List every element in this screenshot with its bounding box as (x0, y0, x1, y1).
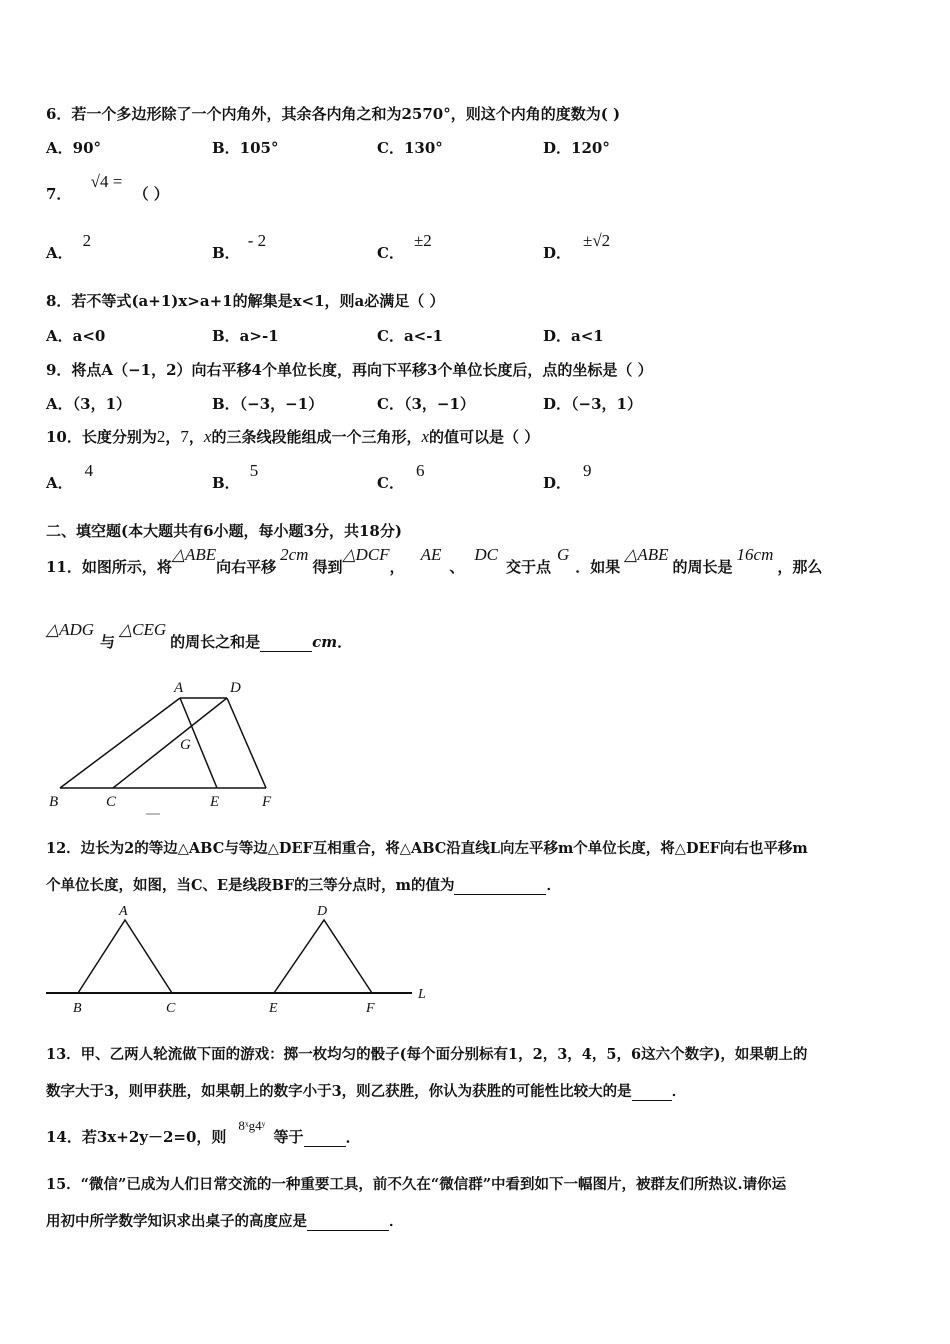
option-value: - 2 (247, 231, 267, 250)
q7-paren: （ ） (133, 185, 169, 203)
q6-option-a: A．90° (46, 139, 102, 157)
label-a: A (174, 680, 184, 696)
q7-option-b (212, 231, 267, 263)
option-label: A． (46, 474, 73, 492)
q14-expression: 8ˣg4ʸ (238, 1118, 266, 1133)
q12-stem-line2 (46, 874, 561, 895)
q10-variable: x (203, 427, 212, 446)
option-value: 5 (249, 461, 259, 480)
q11-triangle-adg: △ADG (46, 620, 95, 639)
q9-option-b: B．（−3，−1） (212, 395, 324, 413)
segment-ab (60, 698, 180, 788)
q11-text: 的周长之和是 (170, 633, 261, 651)
q11-text: ． (337, 633, 353, 651)
q12-text: ． (546, 877, 561, 894)
q10-length-2: 7 (180, 427, 189, 446)
q15-answer-blank[interactable] (307, 1216, 389, 1231)
q7-option-a (46, 231, 92, 263)
q10-prefix: 10．长度分别为 (46, 428, 157, 446)
q10-option-a (46, 461, 94, 493)
q8-stem: 8．若不等式(a+1)x>a+1的解集是x<1，则a必满足（ ） (46, 292, 445, 310)
q11-text: ， (389, 558, 405, 576)
q11-triangle-dcf: △DCF (342, 545, 390, 564)
q8-option-d: D．a<1 (543, 327, 604, 345)
q11-figure (40, 676, 300, 816)
label-c: C (106, 794, 117, 810)
q14-stem (46, 1118, 361, 1147)
option-value: 4 (84, 461, 94, 480)
q11-segment-dc: DC (474, 545, 498, 564)
option-value: 2 (82, 231, 92, 250)
q6-option-c: C．130° (377, 139, 443, 157)
triangle-abc (78, 920, 172, 993)
q11-distance: 2cm (280, 545, 309, 564)
q11-answer-blank[interactable] (260, 637, 312, 652)
q6-option-d: D．120° (543, 139, 610, 157)
option-label: D． (543, 244, 572, 262)
q9-option-a: A．（3，1） (46, 395, 132, 413)
q13-stem-line2 (46, 1080, 686, 1101)
q11-stem-line1 (46, 545, 823, 577)
q10-sep: ， (165, 428, 181, 446)
q13-stem-line1: 13．甲、乙两人轮流做下面的游戏：掷一枚均匀的骰子(每个面分别标有1，2，3，4，5，6这六个数字)，如果朝上的 (46, 1046, 808, 1063)
label-f: F (262, 794, 272, 810)
q7-stem (46, 172, 169, 204)
q9-option-c: C．（3，−1） (377, 395, 475, 413)
label-e: E (210, 794, 220, 810)
q15-text: 用初中所学数学知识求出桌子的高度应是 (46, 1213, 307, 1230)
q15-stem-line1: 15．“微信”已成为人们日常交流的一种重要工具，前不久在“微信群”中看到如下一幅图片，被群友们所热议.请你运 (46, 1176, 787, 1193)
option-label: B． (212, 474, 240, 492)
option-value: 6 (415, 461, 425, 480)
q12-stem-line1: 12．边长为2的等边△ABC与等边△DEF互相重合，将△ABC沿直线L向左平移m个单位长度，将△DEF向右也平移m (46, 840, 808, 857)
q10-mid: 的三条线段能组成一个三角形， (211, 428, 422, 446)
q11-text: 的周长是 (672, 558, 733, 576)
q11-perimeter: 16cm (736, 545, 774, 564)
q7-option-d (543, 231, 611, 263)
q10-option-d (543, 461, 592, 493)
section-heading: 二、填空题(本大题共有6小题，每小题3分，共18分) (46, 522, 402, 540)
q13-text: ． (671, 1083, 687, 1100)
q11-segment-ae: AE (420, 545, 442, 564)
label-c: C (166, 1001, 176, 1016)
q15-text: ． (389, 1213, 404, 1230)
q10-option-b (212, 461, 259, 493)
q11-text: 11．如图所示，将 (46, 558, 172, 576)
q7-number: 7． (46, 185, 72, 203)
label-d: D (230, 680, 241, 696)
q11-text: 交于点 (505, 558, 551, 576)
q11-triangle-ceg: △CEG (119, 620, 167, 639)
q14-text: 14．若3x+2y－2=0，则 (46, 1128, 227, 1146)
q11-text: 与 (100, 633, 116, 651)
q6-stem: 6．若一个多边形除了一个内角外，其余各内角之和为2570°，则这个内角的度数为( ) (46, 105, 621, 123)
q8-option-b: B．a>-1 (212, 327, 279, 345)
q10-option-c (377, 461, 425, 493)
q11-text: 向右平移 (216, 558, 277, 576)
q11-text: ，那么 (777, 558, 823, 576)
q11-triangle-abe: △ABE (171, 545, 217, 564)
label-b: B (49, 794, 59, 810)
q6-option-b: B．105° (212, 139, 279, 157)
q9-option-d: D．（−3，1） (543, 395, 642, 413)
q14-answer-blank[interactable] (304, 1132, 346, 1147)
option-label: D． (543, 474, 572, 492)
option-value: ±√2 (583, 231, 611, 250)
triangle-def (274, 920, 372, 993)
option-label: A． (46, 244, 73, 262)
label-f: F (366, 1001, 375, 1016)
q12-answer-blank[interactable] (454, 880, 546, 895)
q14-text: ． (345, 1128, 361, 1146)
label-l: L (418, 987, 426, 1002)
q14-text: 等于 (273, 1128, 304, 1146)
q11-text: ．如果 (575, 558, 621, 576)
q8-option-c: C．a<-1 (377, 327, 443, 345)
option-value: ±2 (413, 231, 432, 250)
q8-option-a: A．a<0 (46, 327, 106, 345)
option-label: C． (377, 474, 404, 492)
q13-answer-blank[interactable] (632, 1086, 672, 1101)
q7-option-c (377, 231, 432, 263)
q13-text: 数字大于3，则甲获胜，如果朝上的数字小于3，则乙获胜，你认为获胜的可能性比较大的是 (46, 1083, 632, 1100)
q7-expression: √4 = (90, 172, 123, 191)
label-g: G (180, 737, 191, 753)
q12-figure (40, 900, 440, 1018)
label-b: B (73, 1001, 82, 1016)
q10-variable: x (421, 427, 430, 446)
option-label: B． (212, 244, 240, 262)
q12-text: 个单位长度，如图，当C、E是线段BF的三等分点时，m的值为 (46, 877, 455, 894)
q11-text: 得到 (312, 558, 343, 576)
segment-dc (113, 698, 227, 788)
option-value: 9 (583, 461, 592, 480)
option-label: C． (377, 244, 404, 262)
label-d: D (317, 904, 328, 919)
q11-text: 、 (449, 558, 465, 576)
q11-stem-line2 (46, 620, 353, 652)
q10-length-1: 2 (156, 427, 166, 446)
q10-sep: ， (188, 428, 204, 446)
segment-df (227, 698, 266, 788)
q9-stem: 9．将点A（−1，2）向右平移4个单位长度，再向下平移3个单位长度后，点的坐标是（ ） (46, 361, 653, 379)
q11-unit: cm (312, 633, 338, 651)
q11-point-g: G (557, 545, 570, 564)
q15-stem-line2 (46, 1210, 404, 1231)
label-a: A (119, 904, 128, 919)
q10-suffix: 的值可以是（ ） (429, 428, 540, 446)
label-e: E (269, 1001, 278, 1016)
q11-triangle-abe: △ABE (624, 545, 669, 564)
q10-stem (46, 426, 539, 447)
